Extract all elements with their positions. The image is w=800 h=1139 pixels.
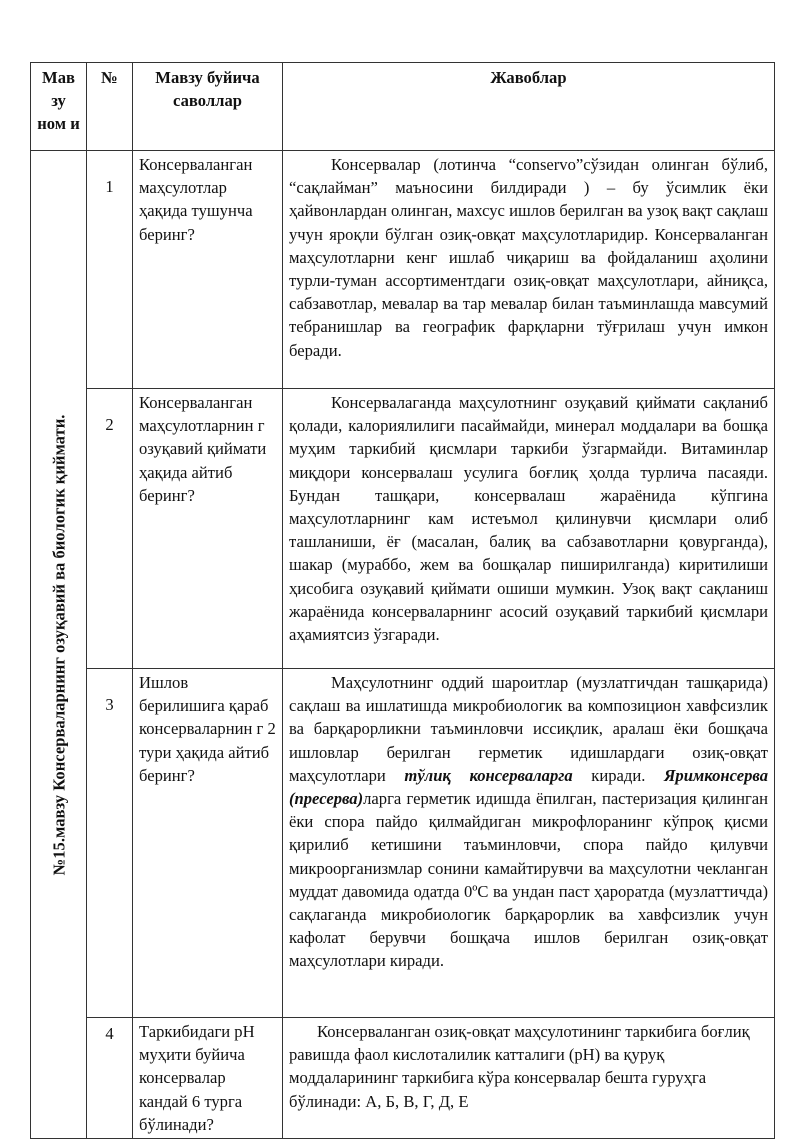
answer-emphasis: тўлиқ консерваларга	[404, 765, 573, 785]
theme-cell	[31, 151, 87, 1139]
answer-cell	[283, 669, 775, 1018]
answer-emphasis: Яримконсерва (пресерва)	[289, 765, 768, 809]
answer-text-part: киради.	[572, 765, 664, 785]
header-theme: Мав зу ном и	[31, 63, 87, 151]
table-row	[31, 669, 775, 1018]
question-cell: Таркибидаги pH муҳити буйича консервалар кандай 6 турга бўлинади?	[133, 1018, 283, 1139]
header-number: №	[87, 63, 133, 151]
answer-cell	[283, 151, 775, 389]
question-cell: Консерваланган маҳсулотлар ҳақида тушунча беринг?	[133, 151, 283, 389]
theme-title: №15.мавзу Консерваларнинг озуқавий ва биологик қиймати.	[48, 414, 68, 875]
table-row	[31, 151, 775, 389]
topic-qa-table	[30, 62, 775, 1139]
question-cell: Консерваланган маҳсулотларнин г озуқавий қиймати ҳақида айтиб беринг?	[133, 389, 283, 669]
question-cell: Ишлов берилишига қараб консерваларнин г 2 тури ҳақида айтиб беринг?	[133, 669, 283, 1018]
row-number: 4	[87, 1018, 133, 1139]
row-number: 1	[87, 151, 133, 389]
answer-cell	[283, 1018, 775, 1139]
header-question: Мавзу буйича саволлар	[133, 63, 283, 151]
answer-text: Консервалар (лотинча “conservo”сўзидан олинган бўлиб, “сақлайман” маъносини билдиради ) – бу ўсимлик ёки ҳайвонлардан олинган, махсус ишлов берилган ва узоқ вақт сақлаш учун яроқли бўлган озиқ-овқат маҳсулотларидир. Консерваланган маҳсулотларни кенг ишлаб чиқариш ва фойдаланиш аҳолини турли-туман ассортиментдаги озиқ-овқат маҳсулотлари, айниқса, сабзавотлар, мевалар ва тар мевалар билан таъминлашда мавсумий тебранишлар ва географик фарқларни тўғрилаш учун имкон беради.	[289, 155, 768, 360]
table-row	[31, 389, 775, 669]
answer-text: Консерваланган озиқ-овқат маҳсулотининг таркибига боғлиқ равишда фаол кислоталилик катталиги (pH) ва қуруқ моддаларининг таркибига кўра консервалар бешта гуруҳга бўлинади: А, Б, В, Г, Д, Е	[289, 1022, 750, 1111]
table-header-row	[31, 63, 775, 151]
row-number: 3	[87, 669, 133, 1018]
answer-text-part: Маҳсулотнинг оддий шароитлар (музлатгичдан ташқарида) сақлаш ва ишлатишда микробиологик ва композицион хавфсизлик ва барқарорликни таъминловчи иссиқлик, аралаш ёки бошқача ишловлар берилган герметик идишлардаги озиқ-овқат маҳсулотлари	[289, 673, 768, 785]
header-answers: Жавоблар	[283, 63, 775, 151]
row-number: 2	[87, 389, 133, 669]
answer-cell	[283, 389, 775, 669]
answer-text: Консервалаганда маҳсулотнинг озуқавий қиймати сақланиб қолади, калориялилиги пасаймайди, минерал моддалари ва бошқа муҳим таркибий қисмлари таркиби ўзгармайди. Витаминлар миқдори консервалаш усулига боғлиқ ҳолда турлича пасаяди. Бундан ташқари, консервалаш жараёнида кўпгина маҳсулотларнинг кам истеъмол қилинувчи қисмлари олиб ташланиши, ёғ (масалан, балиқ ва сабзавотларни қовурганда), шакар (мураббо, жем ва бошқалар пиширилганда) киритилиши ҳисобига озуқавий қиймати ошиши мумкин. Узоқ вақт сақланиш жараёнида консерваларнинг асосий озуқавий таркибий қисмлари аҳамиятсиз ўзгаради.	[289, 393, 768, 645]
table-row	[31, 1018, 775, 1139]
answer-text-part: ларга герметик идишда ёпилган, пастеризация қилинган ёки спора пайдо қилмайдиган микрофлоранинг кўпроқ қисми қирилиб кетишини таъминловчи, спора пайдо қилувчи микроорганизмлар сонини камайтирувчи ва маҳсулотни чекланган муддат давомида одатда 0ºС ва ундан паст ҳароратда (музлаттичда) сақлаганда микробиологик барқарорлик ва хавфсизлик учун кафолат берувчи бошқача ишлов берилган озиқ-овқат маҳсулотлари киради.	[289, 789, 768, 971]
